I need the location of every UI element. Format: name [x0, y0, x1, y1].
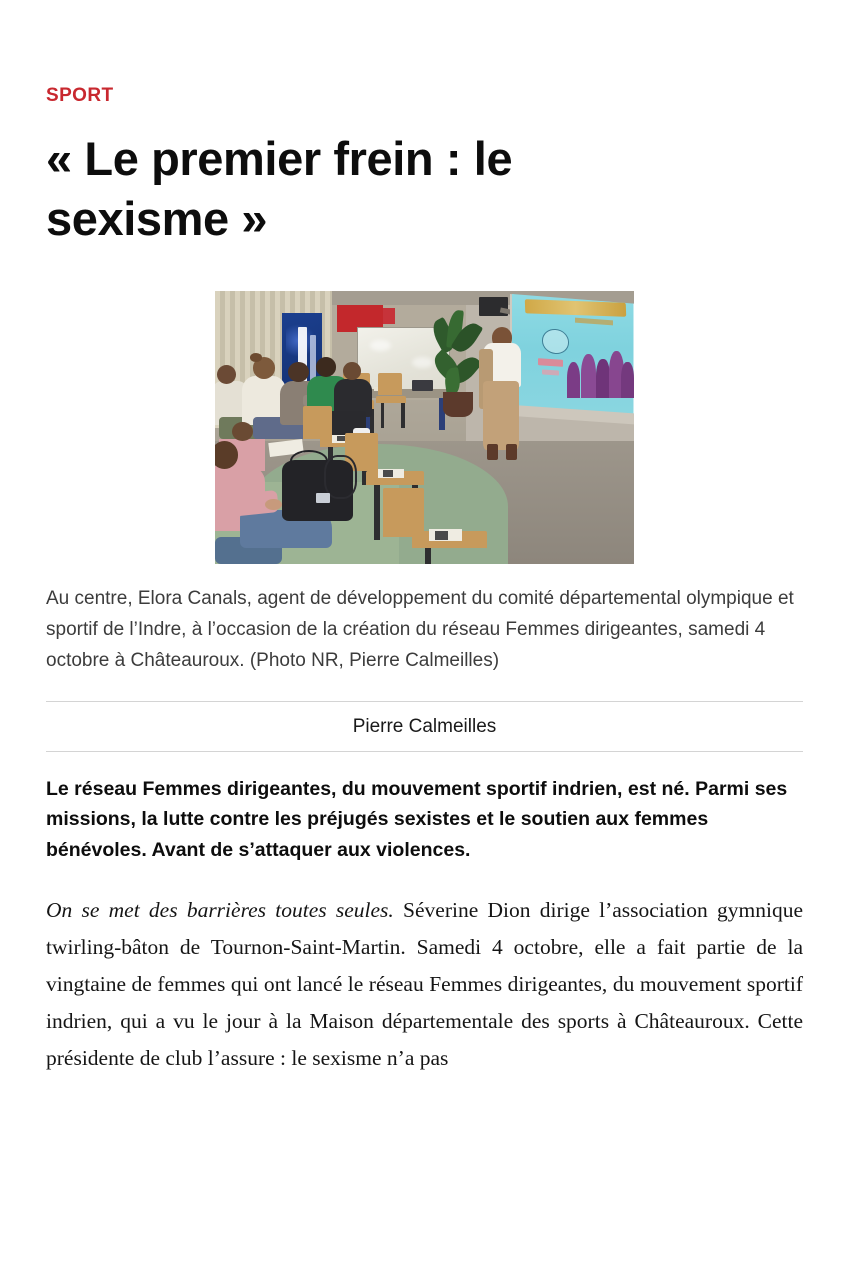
photo-caption: Au centre, Elora Canals, agent de développement du comité départemental olympique et sportif de l’Indre, à l’occasion de la création du réseau Femmes dirigeantes, samedi 4 octobre à Châteauroux. (Photo NR, Pierre Calmeilles): [46, 588, 794, 671]
photo-foreground-attendee-head: [232, 422, 253, 441]
photo-red-panel-small: [383, 308, 396, 324]
byline-rule-bottom: [46, 751, 803, 752]
photo-chair-leg: [381, 403, 384, 428]
photo-speaker-shoe-left: [487, 444, 498, 460]
article-figure: [46, 291, 803, 564]
photo-whiteboard-glare-2: [412, 357, 433, 368]
body-text: Séverine Dion dirige l’association gymnique twirling-bâton de Tournon-Saint-Martin. Samedi 4 octobre, elle a fait partie de la vingtaine de femmes qui ont lancé le réseau Femmes dirigeantes, du mouvement sportif indrien, qui a vu le jour à la Maison départementale des sports à Châteauroux. Cette présidente de club l’assure : le sexisme n’a pas: [46, 897, 803, 1070]
photo-screen-silhouette: [621, 362, 634, 397]
photo-speaker-shoe-right: [506, 444, 517, 460]
photo-chair-back: [378, 373, 401, 395]
article-body: [46, 892, 803, 1077]
photo-speaker-skirt: [483, 381, 519, 449]
article-page: [0, 86, 849, 1286]
article-photo: [215, 291, 634, 564]
byline-section: [46, 701, 803, 752]
photo-plant-pot: [443, 392, 472, 417]
photo-screen-silhouette: [596, 359, 609, 397]
photo-chair-back: [303, 406, 332, 439]
page-title: « Le premier frein : le sexisme »: [46, 131, 513, 246]
photo-backpack-strap: [324, 455, 358, 499]
photo-attendee-hair-bun: [250, 353, 263, 362]
photo-attendee-head: [316, 357, 337, 377]
photo-backpack-tag: [316, 493, 330, 502]
byline-author[interactable]: Pierre Calmeilles: [352, 715, 497, 737]
article-lede: Le réseau Femmes dirigeantes, du mouvement sportif indrien, est né. Parmi ses missions, la lutte contre les préjugés sexistes et le soutien aux femmes bénévoles. Avant de s’attaquer aux violences.: [46, 777, 788, 862]
photo-screen-silhouette: [567, 362, 580, 397]
body-lead-in: On se met des barrières toutes seules.: [46, 897, 394, 922]
section-kicker[interactable]: SPORT: [46, 85, 114, 106]
photo-laptop: [412, 380, 433, 391]
photo-chair-paper-photo: [435, 531, 448, 539]
photo-chair-paper-photo: [337, 436, 345, 441]
photo-chair-leg: [374, 485, 380, 540]
photo-chair-paper-photo: [383, 470, 393, 477]
photo-chair-back: [383, 488, 425, 537]
photo-chair-leg: [401, 403, 404, 428]
photo-foreground-person-hand: [265, 499, 282, 510]
photo-chair-leg: [425, 548, 432, 564]
photo-screen-silhouette: [581, 354, 596, 398]
